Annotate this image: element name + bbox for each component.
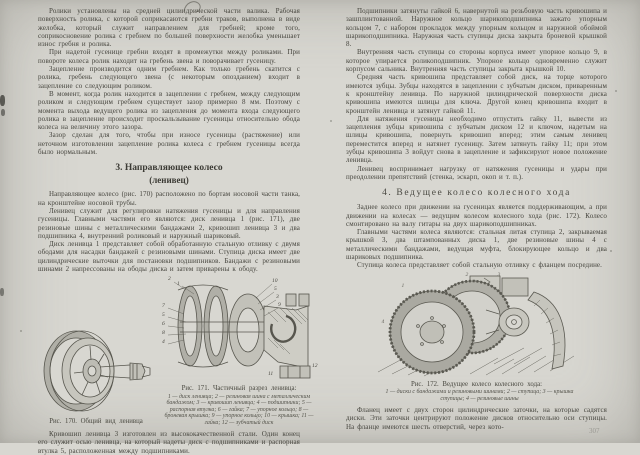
paragraph: Зацепление производится одним гребнем. Как только гребень скатится с ролика, гребень следующего звена (с некоторым опозданием) входит в зацепление со следующим роликом. bbox=[38, 65, 300, 90]
paragraph: Подшипники затянуты гайкой 6, навернутой на резьбовую часть кривошипа и зашплинтованной. Наружное кольцо шарикоподшипника зажато упорным кольцом 7, с набором прокладок между упорным кольцом и наружной обоймой шарикоподшипника. Наружная часть ступицы диска закрыта броневой крышкой 8. bbox=[346, 7, 607, 49]
figure-171-caption: Рис. 171. Частичный разрез ленивца: bbox=[181, 385, 297, 393]
fig172-callout: 4 bbox=[381, 318, 385, 325]
figure-171-idler-section bbox=[160, 276, 318, 426]
paragraph: Зазор сделан для того, чтобы при износе гусеницы (растяжение) или неточном изготовлении зацепление ролика колеса с гребнем гусеницы всегда было нормальным. bbox=[38, 131, 300, 157]
paragraph: Ленивец воспринимает нагрузку от натяжения гусеницы и удары при преодолении препятствий (стенка, эскарп, окоп и т. п.). bbox=[346, 164, 607, 181]
paragraph: Ступица колеса представляет собой стальную отливку с фланцем посредине. bbox=[357, 261, 602, 270]
figure-171-legend: 1 — диск ленивца; 2 — резиновая шина с металлическим бандажом; 3 — кривошип ленивца; 4 — подшипники; 5 — распорная втулка; 6 — гайка; 7 — упорное кольцо; 8 — броневая крышка; 9 — упорное кольцо; 10 — крышка; 11 — гайка; 12 — зубчатый диск bbox=[164, 393, 314, 426]
fig172-callout: 2 bbox=[465, 271, 469, 278]
figure-172-drawing bbox=[374, 272, 580, 378]
page-number: 307 bbox=[589, 427, 600, 435]
fig171-callout: 5 bbox=[162, 312, 165, 319]
figure-172-legend: 1 — диски с бандажами и резиновыми шинами; 2 — ступица; 3 — крышка ступицы; 4 — резиновые шины bbox=[385, 389, 574, 402]
scan-smudge bbox=[0, 95, 5, 106]
paragraph: При надетой гусенице гребни входят в промежутки между роликами. При повороте колеса ролик находит на гребень звена и поворачивает гусеницу. bbox=[38, 48, 300, 65]
scan-smudge bbox=[1, 109, 5, 116]
paragraph: Направляющее колесо (рис. 170) расположено по бортам носовой части танка, на кронштейне носовой трубы. bbox=[38, 190, 300, 207]
scan-speck bbox=[610, 250, 612, 252]
scan-smudge bbox=[0, 288, 4, 296]
fig171-callout: 12 bbox=[312, 363, 318, 370]
fig171-callout: 11 bbox=[268, 371, 274, 378]
scan-speck bbox=[615, 90, 617, 92]
fig171-callout: 4 bbox=[162, 339, 165, 346]
fig171-callout: 9 bbox=[278, 302, 281, 309]
fig172-callout: 3 bbox=[497, 271, 501, 278]
figure-172-caption: Рис. 172. Ведущее колесо колесного хода: bbox=[411, 380, 542, 388]
section-heading-3: 3. Направляющее колесо bbox=[115, 163, 223, 174]
section-heading-4: 4. Ведущее колесо колесного хода bbox=[382, 188, 571, 199]
fig171-callout: 8 bbox=[162, 330, 165, 337]
paragraph: В момент, когда ролик находится в зацеплении с гребнем, между следующим роликом и следующим гребнем существует зазор примерно 8 мм. Поэтому с момента выхода ведущего ролика из зацепления до момента входа следующего ролика в зацепление происходит проскальзывание гусеницы относительно обода колеса на величину этого зазора. bbox=[38, 89, 300, 132]
figure-171-drawing bbox=[160, 276, 318, 382]
figure-170-drawing bbox=[38, 327, 154, 415]
figure-170-caption: Рис. 170. Общий вид ленивца bbox=[49, 418, 143, 426]
paragraph: Ленивец служит для регулировки натяжения гусеницы и для направления гусеницы. Главными частями его являются: диск ленивца 1 (рис. 171), две резиновые шины с металлическими бандажами 2, кривошип ленивца 3 и два подшипника 4, внутренний роликовый и наружный шариковый. bbox=[38, 206, 300, 240]
fig171-callout: 5 bbox=[274, 286, 277, 293]
section-heading-3-sub: (ленивец) bbox=[149, 175, 189, 186]
fig171-callout: 1 bbox=[177, 281, 180, 288]
fig172-callout: 1 bbox=[401, 282, 405, 289]
figure-170-idler-general-view bbox=[38, 327, 154, 426]
scan-speck bbox=[20, 330, 22, 332]
paragraph: Диск ленивца 1 представляет собой обработанную стальную отливку с двумя ободами для насадки бандажей с резиновыми шинами. Ступица диска имеет две цилиндрические выточки для постановки подшипников. Бандажи с резиновыми шинами 2 напрессованы на ободы диска и затем приварены к ободу. bbox=[38, 240, 300, 274]
fig171-callout: 2 bbox=[168, 276, 171, 283]
figures-row bbox=[38, 276, 318, 426]
right-page bbox=[346, 7, 607, 431]
fig171-callout: 10 bbox=[272, 278, 278, 285]
paragraph: Ролики установлены на средней цилиндрической части валика. Рабочая поверхность ролика, с которой соприкасаются гребни траков, выполнена в виде желобка, который служит направлением для гребней; кроме того, соприкосновение ролика с гребнем по большей поверхности желобка уменьшает износ гребня и ролика. bbox=[38, 7, 300, 49]
paragraph: Фланец имеет с двух сторон цилиндрические заточки, на которые садятся диски. Эти заточки центрируют положение дисков относительно оси ступицы. На фланце имеются шесть отверстий, через кото- bbox=[346, 406, 607, 431]
fig171-callout: 6 bbox=[162, 321, 165, 328]
paragraph: Главными частями колеса являются: стальная литая ступица 2, закрываемая крышкой 3, два штампованных диска 1, две резиновые шины 4 с металлическими бандажами, ведущая муфта, блокирующее кольцо и два шариковых подшипника. bbox=[346, 228, 607, 262]
left-page bbox=[38, 7, 318, 455]
fig171-callout: 3 bbox=[276, 294, 279, 301]
paragraph: Заднее колесо при движении на гусеницах является поддерживающим, а при движении на колесах — ведущим колесом колесного хода (рис. 172). Колесо смонтировано на валу гитары на двух шарикоподшипниках. bbox=[346, 203, 607, 228]
fig171-callout: 7 bbox=[162, 303, 165, 310]
paragraph: Средняя часть кривошипа представляет собой диск, на торце которого имеются зубцы. Зубцы находятся в зацеплении с зубчатым диском, приваренным к кронштейну ленивца. По наружной цилиндрической поверхности диска кривошипа имеются шлицы для ключа. Другой конец кривошипа входит в кронштейн ленивца и затянут гайкой 11. bbox=[346, 73, 607, 115]
paragraph: Кривошип ленивца 3 изготовлен из высококачественной стали. Один конец его служит осью ленивца, на который надеты диск с подшипниками и распорная втулка 5, расположенная между подшипниками. bbox=[38, 429, 300, 455]
paragraph: Для натяжения гусеницы необходимо отпустить гайку 11, вывести из зацепления зубцы кривошипа с зубчатым диском 12 и ключом, надетым на шлицы кривошипа, повернуть кривошип вперед; этим самым ленивец переместится вперед и натянет гусеницу. Затем затянуть гайку 11; при этом зубцы кривошипа 3 войдут снова в зацепление и зафиксируют новое положение ленивца. bbox=[346, 114, 607, 165]
paragraph: Внутренняя часть ступицы со стороны корпуса имеет упорное кольцо 9, в которое упирается роликоподшипник. Упорное кольцо одновременно служит корпусом сальника. Внутренняя часть ступицы закрыта крышкой 10. bbox=[346, 48, 607, 74]
figure-172-drive-wheel bbox=[374, 272, 580, 402]
scan-speck bbox=[330, 120, 332, 122]
